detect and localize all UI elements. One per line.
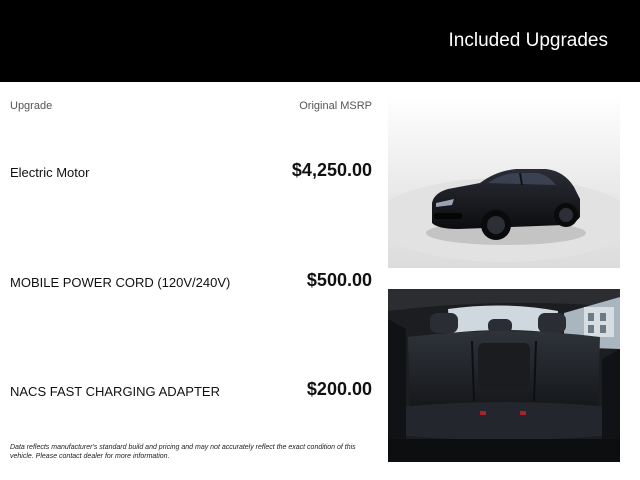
upgrade-row [10,270,372,294]
page-header [0,0,640,82]
column-header-msrp: Original MSRP [299,100,372,112]
column-header-upgrade: Upgrade [10,100,53,112]
upgrade-price: $500.00 [306,270,372,290]
vehicle-interior-image [388,289,620,462]
disclaimer-text: Data reflects manufacturer's standard build and pricing and may not accurately reflect the exact condition of this vehicle. Please contact dealer for more information. [10,444,356,460]
upgrade-row [10,379,372,403]
upgrade-name: MOBILE POWER CORD (120V/240V) [10,275,231,290]
upgrade-name: Electric Motor [10,165,90,180]
vehicle-exterior-image [388,95,620,268]
upgrade-name: NACS FAST CHARGING ADAPTER [10,384,220,399]
upgrade-price: $4,250.00 [291,160,372,180]
upgrade-price: $200.00 [306,379,372,399]
page-title: Included Upgrades [448,30,608,51]
upgrade-row [10,160,372,184]
